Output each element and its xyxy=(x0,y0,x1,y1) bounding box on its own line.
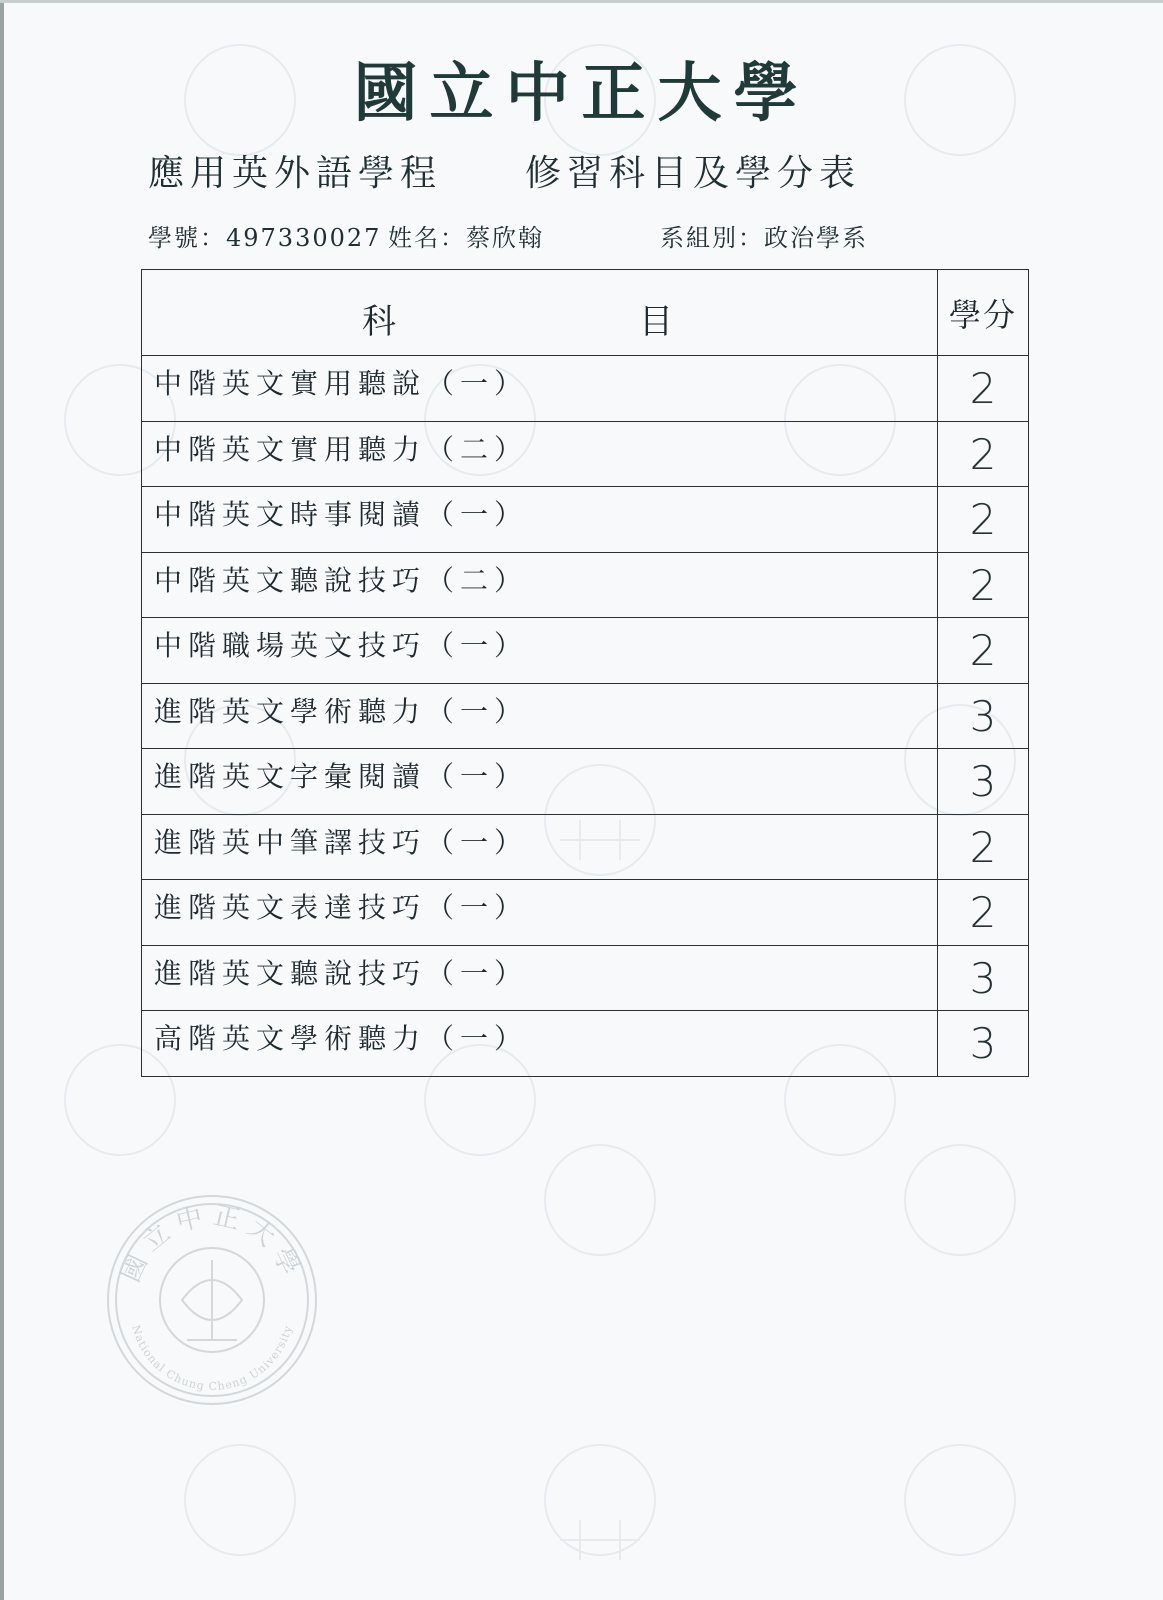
subject-header-char-2: 目 xyxy=(639,302,673,342)
embossed-university-seal xyxy=(102,1190,322,1410)
course-credits: 3 xyxy=(938,683,1029,749)
student-name-label: 姓名： xyxy=(388,224,466,252)
subject-header-char-1: 科 xyxy=(362,302,396,342)
course-name: 中階英文實用聽力（二） xyxy=(142,421,938,487)
scan-edge-top xyxy=(0,0,1163,3)
seal-text-chinese: 國立中正大學 xyxy=(115,1200,309,1287)
course-credits: 2 xyxy=(938,880,1029,946)
course-name: 進階英文表達技巧（一） xyxy=(142,880,938,946)
course-credits: 2 xyxy=(938,618,1029,684)
student-department xyxy=(660,218,868,253)
course-name: 中階英文實用聽說（一） xyxy=(142,356,938,422)
course-name: 進階英中筆譯技巧（一） xyxy=(142,814,938,880)
course-credits: 2 xyxy=(938,421,1029,487)
table-row xyxy=(142,1011,1029,1077)
table-row xyxy=(142,880,1029,946)
table-row xyxy=(142,552,1029,618)
course-credits: 3 xyxy=(938,945,1029,1011)
seal-text-english: National Chung Cheng University xyxy=(129,1323,295,1394)
table-header-row xyxy=(142,270,1029,356)
table-row xyxy=(142,618,1029,684)
table-row xyxy=(142,814,1029,880)
course-name: 高階英文學術聽力（一） xyxy=(142,1011,938,1077)
table-row xyxy=(142,356,1029,422)
student-name xyxy=(388,218,544,253)
course-credits: 2 xyxy=(938,552,1029,618)
course-name: 進階英文學術聽力（一） xyxy=(142,683,938,749)
course-name: 進階英文聽說技巧（一） xyxy=(142,945,938,1011)
course-name: 中階英文時事閱讀（一） xyxy=(142,487,938,553)
table-row xyxy=(142,683,1029,749)
table-row xyxy=(142,945,1029,1011)
student-id-value: 497330027 xyxy=(226,224,382,252)
student-id-label: 學號： xyxy=(148,224,226,252)
course-credits: 2 xyxy=(938,356,1029,422)
student-dept-value: 政治學系 xyxy=(764,224,868,252)
table-row xyxy=(142,749,1029,815)
document-title: 修習科目及學分表 xyxy=(525,153,862,194)
student-id xyxy=(148,218,381,253)
course-credits: 2 xyxy=(938,814,1029,880)
student-name-value: 蔡欣翰 xyxy=(466,224,544,252)
course-credits: 3 xyxy=(938,1011,1029,1077)
course-name: 中階職場英文技巧（一） xyxy=(142,618,938,684)
subject-column-header xyxy=(142,270,938,356)
course-name: 中階英文聽說技巧（二） xyxy=(142,552,938,618)
university-title: 國立中正大學 xyxy=(353,56,810,131)
course-name: 進階英文字彙閱讀（一） xyxy=(142,749,938,815)
credits-column-header: 學分 xyxy=(938,270,1029,356)
student-dept-label: 系組別： xyxy=(660,224,764,252)
course-credit-table xyxy=(141,269,1029,1077)
table-row xyxy=(142,421,1029,487)
program-name: 應用英外語學程 xyxy=(148,153,443,194)
course-credits: 3 xyxy=(938,749,1029,815)
course-credits: 2 xyxy=(938,487,1029,553)
table-row xyxy=(142,487,1029,553)
scan-edge xyxy=(0,0,4,1600)
